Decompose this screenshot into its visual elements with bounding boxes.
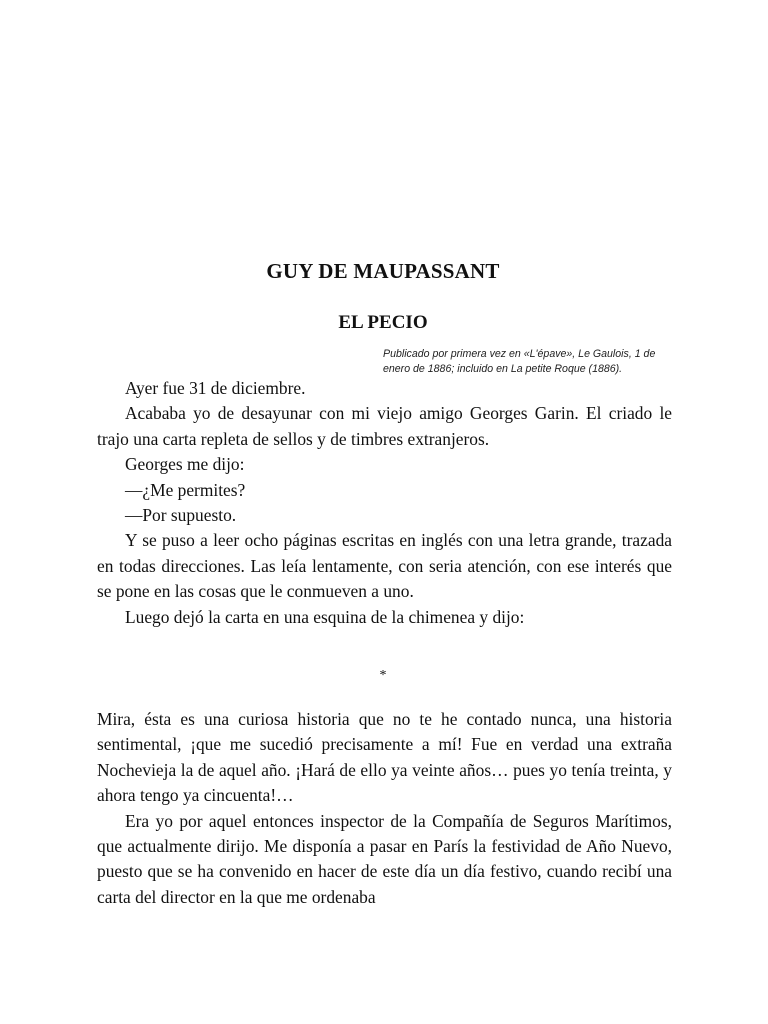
paragraph: Georges me dijo:: [125, 454, 245, 475]
story-section: [97, 707, 672, 910]
paragraph: —Por supuesto.: [125, 505, 237, 526]
opening-section: [97, 376, 672, 630]
paragraph: Mira, ésta es una curiosa historia que no te he contado nunca, una historia sentimental, ¡que me sucedió precisamente a mí! Fue en verdad una extraña Nochevieja la de aquel año. ¡Hará de ello ya veinte años… pues yo tenía treinta, y ahora tengo ya cincuenta!…: [97, 709, 672, 806]
paragraph: Era yo por aquel entonces inspector de la Compañía de Seguros Marítimos, que actualmente dirijo. Me disponía a pasar en París la festividad de Año Nuevo, puesto que se ha convenido en hacer de este día un día festivo, cuando recibí una carta del director en la que me ordenaba: [97, 810, 672, 907]
paragraph: Ayer fue 31 de diciembre.: [125, 378, 306, 398]
paragraph: Luego dejó la carta en una esquina de la chimenea y dijo:: [125, 606, 525, 627]
paragraph: —¿Me permites?: [125, 479, 246, 500]
publication-note: Publicado por primera vez en «L'épave», Le Gaulois, 1 de enero de 1886; incluido en La petite Roque (1886).: [383, 348, 656, 375]
author-heading: GUY DE MAUPASSANT: [266, 259, 500, 283]
story-title: EL PECIO: [338, 312, 428, 333]
section-separator: *: [379, 668, 387, 683]
paragraph: Acababa yo de desayunar con mi viejo amigo Georges Garin. El criado le trajo una carta repleta de sellos y de timbres extranjeros.: [97, 403, 672, 449]
paragraph: Y se puso a leer ocho páginas escritas en inglés con una letra grande, trazada en todas direcciones. Las leía lentamente, con seria atención, con ese interés que se pone en las cosas que le conmueven a uno.: [97, 530, 672, 602]
